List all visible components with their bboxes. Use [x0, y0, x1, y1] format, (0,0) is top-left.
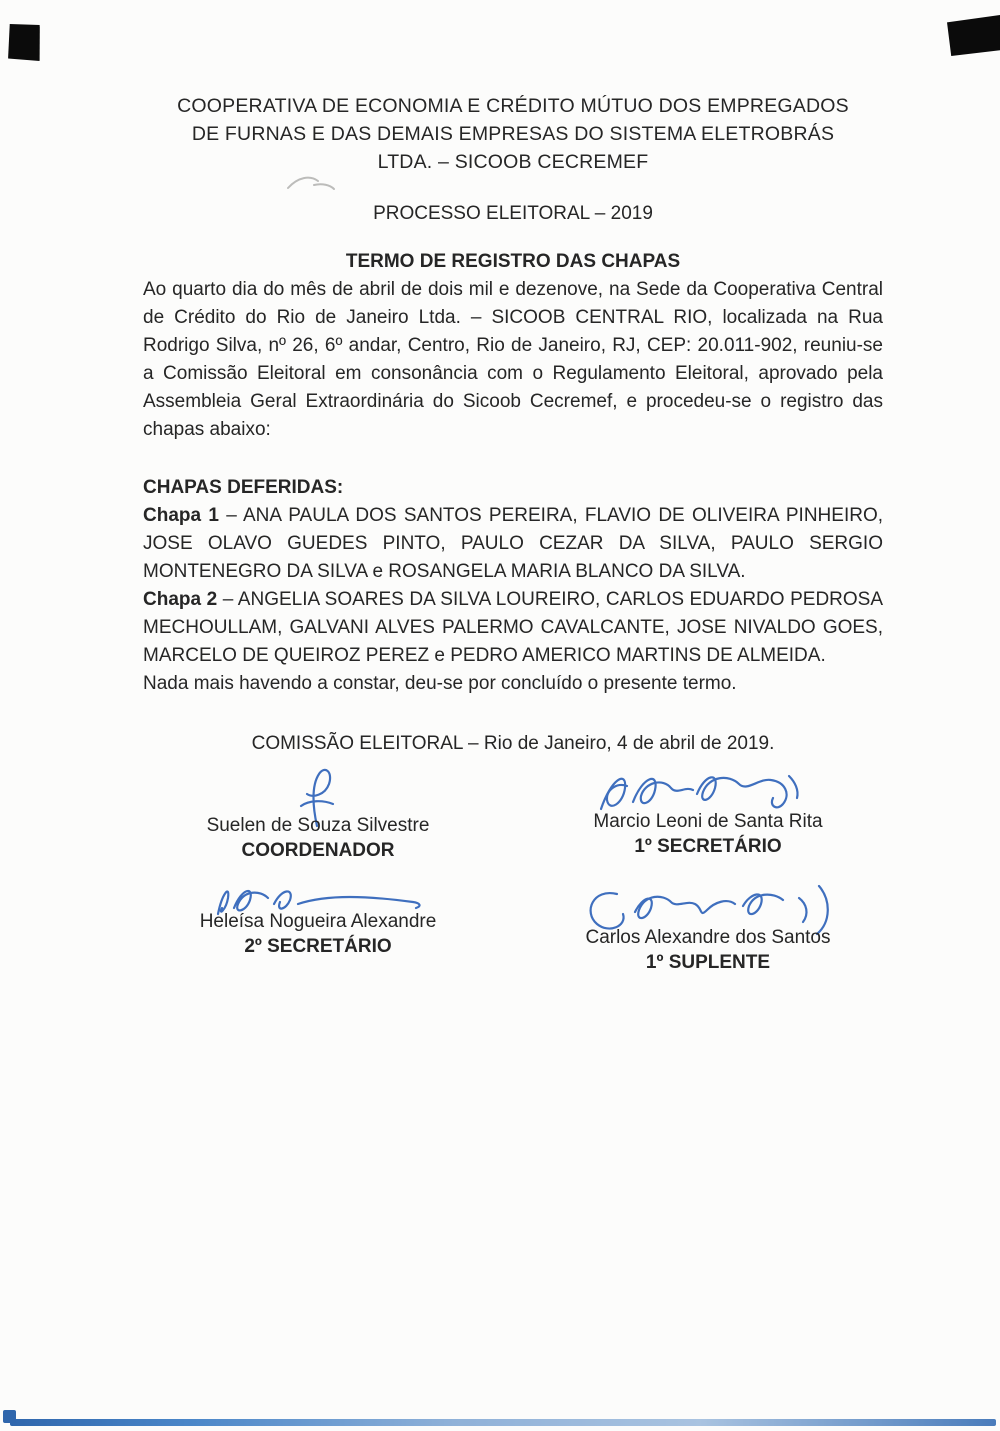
scan-artifact-top-right	[947, 15, 1000, 56]
chapa-1-text: – ANA PAULA DOS SANTOS PEREIRA, FLAVIO DE OLIVEIRA PINHEIRO, JOSE OLAVO GUEDES PINTO, PAULO CEZAR DA SILVA, PAULO SERGIO MONTENEGRO DA SILVA e ROSANGELA MARIA BLANCO DA SILVA.	[143, 505, 883, 582]
document-title-line-2: DE FURNAS E DAS DEMAIS EMPRESAS DO SISTEMA ELETROBRÁS	[191, 123, 835, 145]
section-heading-chapas-deferidas: CHAPAS DEFERIDAS:	[143, 477, 344, 498]
chapa-1-label: Chapa 1	[143, 505, 219, 526]
signer-cell-coordenador	[143, 764, 493, 864]
document-title	[143, 92, 883, 176]
signer-name-carlos: Carlos Alexandre dos Santos	[585, 927, 831, 948]
signer-name-heleisa: Heleísa Nogueira Alexandre	[199, 911, 437, 932]
process-subtitle: PROCESSO ELEITORAL – 2019	[373, 203, 653, 224]
signer-cell-1-suplente	[533, 878, 883, 976]
chapa-1-paragraph	[143, 502, 883, 586]
scan-artifact-bottom-strip	[10, 1419, 996, 1426]
signer-role-2-secretario: 2º SECRETÁRIO	[244, 936, 392, 957]
closing-paragraph: Nada mais havendo a constar, deu-se por concluído o presente termo.	[143, 673, 737, 694]
signer-cell-2-secretario	[143, 878, 493, 976]
scan-artifact-top-left	[6, 22, 43, 63]
commission-line: COMISSÃO ELEITORAL – Rio de Janeiro, 4 de abril de 2019.	[251, 733, 775, 754]
intro-paragraph: Ao quarto dia do mês de abril de dois mil e dezenove, na Sede da Cooperativa Central de Crédito do Rio de Janeiro Ltda. – SICOOB CENTRAL RIO, localizada na Rua Rodrigo Silva, nº 26, 6º andar, Centro, Rio de Janeiro, RJ, CEP: 20.011-902, reuniu-se a Comissão Eleitoral em consonância com o Regulamento Eleitoral, aprovado pela Assembleia Geral Extraordinária do Sicoob Cecremef, e procedeu-se o registro das chapas abaixo:	[143, 279, 883, 440]
document-title-line-1: COOPERATIVA DE ECONOMIA E CRÉDITO MÚTUO DOS EMPREGADOS	[177, 95, 849, 117]
signer-cell-1-secretario	[533, 764, 883, 864]
document-content	[143, 92, 883, 976]
signer-name-suelen: Suelen de Souza Silvestre	[206, 815, 430, 836]
document-title-line-3: LTDA. – SICOOB CECREMEF	[377, 151, 649, 173]
chapa-2-paragraph	[143, 586, 883, 670]
signer-role-1-secretario: 1º SECRETÁRIO	[634, 836, 782, 857]
signer-role-1-suplente: 1º SUPLENTE	[645, 952, 771, 973]
signer-role-coordenador: COORDENADOR	[241, 840, 395, 861]
chapa-2-label: Chapa 2	[143, 589, 218, 610]
scan-artifact-bottom-left	[3, 1410, 16, 1423]
chapa-2-text: – ANGELIA SOARES DA SILVA LOUREIRO, CARLOS EDUARDO PEDROSA MECHOULLAM, GALVANI ALVES PALERMO CAVALCANTE, JOSE NIVALDO GOES, MARCELO DE QUEIROZ PEREZ e PEDRO AMERICO MARTINS DE ALMEIDA.	[143, 589, 884, 666]
signer-name-marcio: Marcio Leoni de Santa Rita	[593, 811, 823, 832]
signature-block	[143, 764, 883, 976]
document-heading: TERMO DE REGISTRO DAS CHAPAS	[345, 251, 681, 272]
